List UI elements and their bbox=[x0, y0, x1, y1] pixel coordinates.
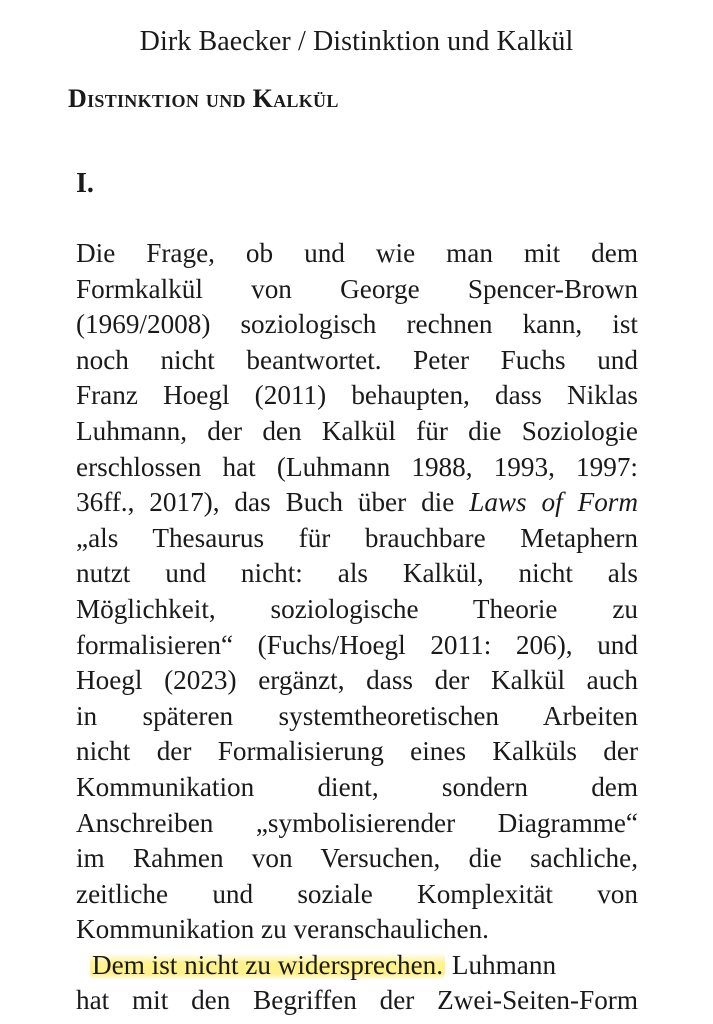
text-line: zeitliche und soziale Komplexität von bbox=[76, 878, 638, 909]
chapter-title: Distinktion und Kalkül bbox=[68, 84, 339, 113]
text-line: noch nicht beantwortet. Peter Fuchs und bbox=[76, 344, 638, 375]
text-line: Hoegl (2023) ergänzt, dass der Kalkül auch bbox=[76, 665, 638, 696]
text-line: Franz Hoegl (2011) behaupten, dass Niklas bbox=[76, 380, 638, 411]
body-paragraph bbox=[76, 236, 638, 1019]
text-line: formalisieren“ (Fuchs/Hoegl 2011: 206), und bbox=[76, 629, 638, 660]
text-line: Formkalkül von George Spencer-Brown bbox=[76, 273, 638, 304]
text-line: (1969/2008) soziologisch rechnen kann, ist bbox=[76, 309, 638, 340]
running-head: Dirk Baecker / Distinktion und Kalkül bbox=[139, 26, 574, 57]
text-line-highlighted bbox=[76, 948, 638, 984]
text-line: erschlossen hat (Luhmann 1988, 1993, 1997: bbox=[76, 451, 638, 482]
text-line: im Rahmen von Versuchen, die sachliche, bbox=[76, 843, 638, 874]
text-line: Luhmann, der den Kalkül für die Soziologie bbox=[76, 415, 638, 446]
text-line: nicht der Formalisierung eines Kalküls der bbox=[76, 736, 638, 767]
text-fragment: Luhmann bbox=[451, 949, 557, 980]
book-title-italic: Laws of Form bbox=[469, 487, 638, 518]
text-line: „als Thesaurus für brauchbare Metaphern bbox=[76, 522, 638, 553]
highlighted-sentence: Dem ist nicht zu widersprechen. bbox=[92, 949, 444, 980]
text-line-with-title bbox=[76, 485, 638, 521]
text-line: Kommunikation dient, sondern dem bbox=[76, 771, 638, 802]
text-line: in späteren systemtheoretischen Arbeiten bbox=[76, 700, 638, 731]
text-line: Kommunikation zu veranschaulichen. bbox=[76, 914, 489, 945]
text-line: hat mit den Begriffen der Zwei-Seiten-Form bbox=[76, 985, 638, 1016]
text-fragment: 36ff., 2017), das Buch über die bbox=[76, 487, 455, 518]
section-number: I. bbox=[76, 168, 94, 199]
text-line: Die Frage, ob und wie man mit dem bbox=[76, 238, 638, 268]
text-line: Möglichkeit, soziologische Theorie zu bbox=[76, 593, 638, 624]
text-line: nutzt und nicht: als Kalkül, nicht als bbox=[76, 558, 638, 589]
text-line: Anschreiben „symbolisierender Diagramme“ bbox=[76, 807, 638, 838]
